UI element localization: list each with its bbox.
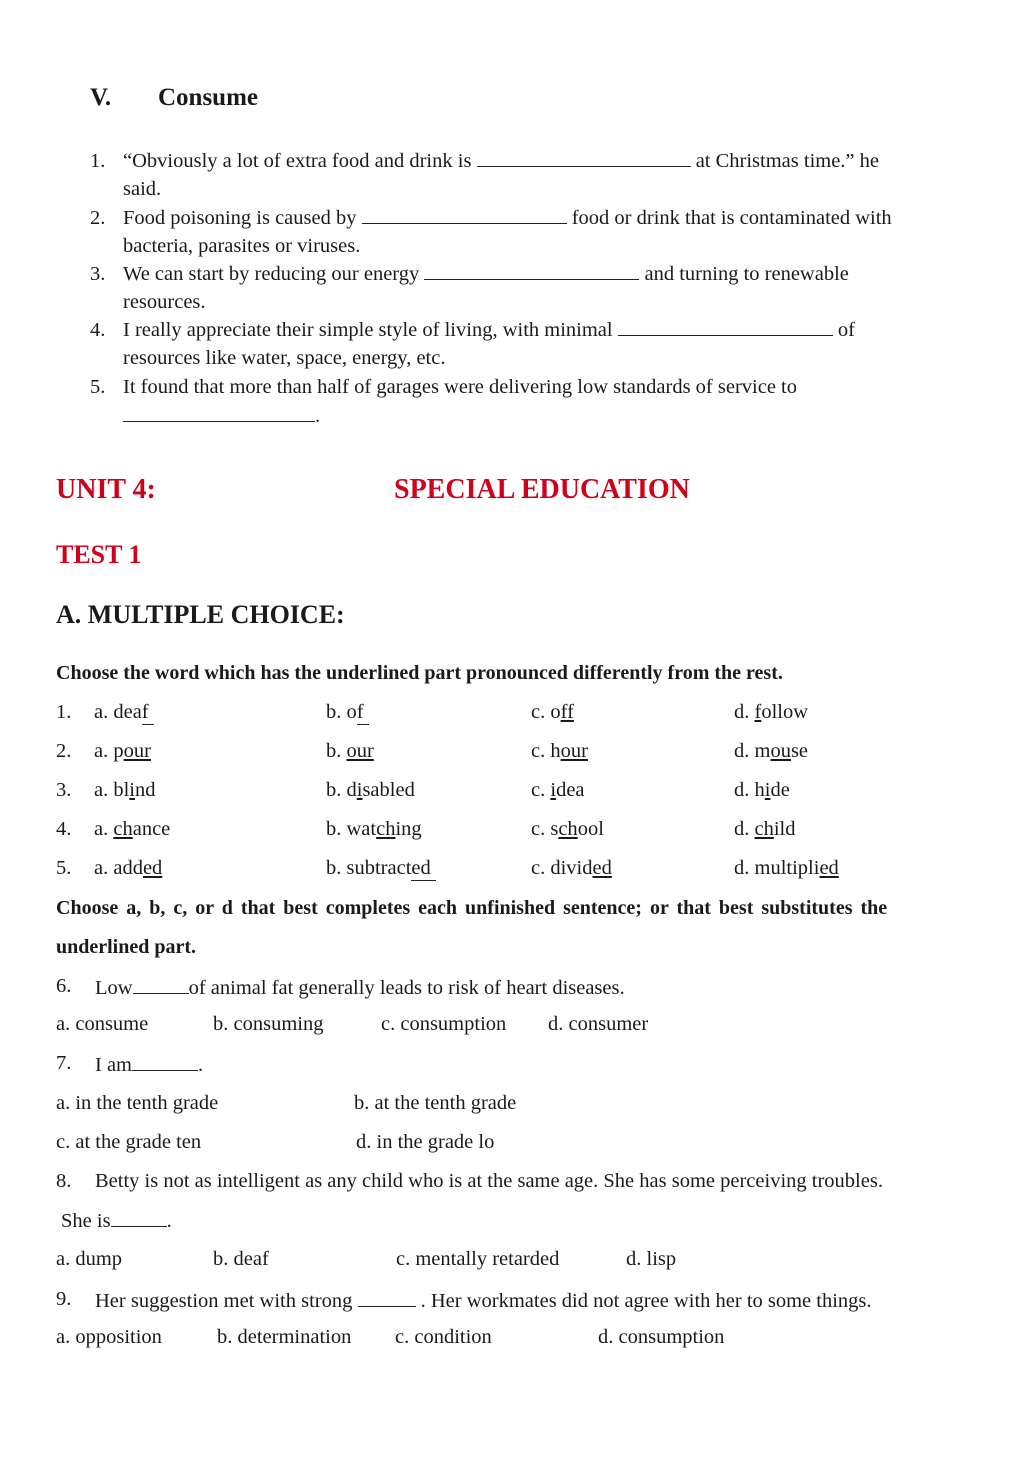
question-text: I am . — [95, 1054, 204, 1076]
option-d[interactable]: d. multiplied — [734, 857, 839, 879]
question-number: 4. — [56, 818, 72, 840]
option-d[interactable]: d. in the grade lo — [356, 1131, 495, 1153]
answer-blank[interactable] — [111, 1208, 167, 1227]
question-number: 3. — [56, 779, 72, 801]
answer-blank[interactable] — [618, 317, 833, 336]
option-c[interactable]: c. school — [531, 818, 604, 840]
question-text: Betty is not as intelligent as any child who is at the same age. She has some perceiving troubles. — [95, 1170, 883, 1192]
question-number: 1. — [56, 701, 72, 723]
answer-blank[interactable] — [123, 403, 315, 422]
question-text: Her suggestion met with strong . Her workmates did not agree with her to some things. — [95, 1290, 872, 1312]
option-c[interactable]: c. off — [531, 701, 574, 723]
item-continuation: resources like water, space, energy, etc. — [123, 347, 446, 369]
question-number: 8. — [56, 1170, 72, 1192]
option-c[interactable]: c. idea — [531, 779, 585, 801]
item-number: 2. — [90, 207, 106, 229]
option-d[interactable]: d. consumption — [598, 1326, 725, 1348]
option-a[interactable]: a. pour — [94, 740, 151, 762]
item-number: 5. — [90, 376, 106, 398]
item-continuation: resources. — [123, 291, 206, 313]
item-text: Food poisoning is caused by food or drink that is contaminated with — [123, 207, 892, 229]
option-a[interactable]: a. deaf — [94, 701, 154, 723]
item-continuation: bacteria, parasites or viruses. — [123, 235, 361, 257]
option-b[interactable]: b. at the tenth grade — [354, 1092, 517, 1114]
option-a[interactable]: a. blind — [94, 779, 156, 801]
option-c[interactable]: c. at the grade ten — [56, 1131, 202, 1153]
answer-blank[interactable] — [133, 975, 189, 994]
instruction-completion-cont: underlined part. — [56, 936, 197, 958]
option-b[interactable]: b. deaf — [213, 1248, 269, 1270]
option-b[interactable]: b. determination — [217, 1326, 352, 1348]
question-number: 5. — [56, 857, 72, 879]
item-text: “Obviously a lot of extra food and drink is at Christmas time.” he — [123, 150, 880, 172]
option-a[interactable]: a. dump — [56, 1248, 123, 1270]
item-number: 3. — [90, 263, 106, 285]
item-number: 4. — [90, 319, 106, 341]
question-text: Low of animal fat generally leads to risk of heart diseases. — [95, 977, 625, 999]
part-heading: A. MULTIPLE CHOICE: — [56, 600, 345, 629]
instruction-completion: Choose a, b, c, or d that best completes each unfinished sentence; or that best substitutes the — [56, 897, 888, 919]
answer-blank[interactable] — [424, 261, 639, 280]
question-continuation: She is . — [61, 1210, 172, 1232]
option-c[interactable]: c. mentally retarded — [396, 1248, 560, 1270]
option-b[interactable]: b. subtracted — [326, 857, 436, 879]
test-label: TEST 1 — [56, 540, 142, 569]
option-d[interactable]: d. consumer — [548, 1013, 649, 1035]
option-a[interactable]: a. added — [94, 857, 163, 879]
question-number: 2. — [56, 740, 72, 762]
answer-blank[interactable] — [362, 205, 567, 224]
item-continuation: said. — [123, 178, 162, 200]
question-number: 9. — [56, 1288, 72, 1310]
question-number: 7. — [56, 1052, 72, 1074]
question-number: 6. — [56, 975, 72, 997]
answer-blank[interactable] — [477, 148, 691, 167]
item-text: It found that more than half of garages were delivering low standards of service to — [123, 376, 797, 398]
option-b[interactable]: b. consuming — [213, 1013, 324, 1035]
answer-blank[interactable] — [132, 1052, 198, 1071]
option-a[interactable]: a. in the tenth grade — [56, 1092, 219, 1114]
unit-title: SPECIAL EDUCATION — [394, 474, 690, 505]
option-c[interactable]: c. hour — [531, 740, 588, 762]
option-a[interactable]: a. opposition — [56, 1326, 162, 1348]
option-a[interactable]: a. chance — [94, 818, 171, 840]
item-number: 1. — [90, 150, 106, 172]
option-c[interactable]: c. divided — [531, 857, 612, 879]
option-d[interactable]: d. mouse — [734, 740, 809, 762]
section-numeral: V. — [90, 84, 112, 111]
option-c[interactable]: c. consumption — [381, 1013, 507, 1035]
option-a[interactable]: a. consume — [56, 1013, 149, 1035]
option-b[interactable]: b. of — [326, 701, 369, 723]
option-d[interactable]: d. child — [734, 818, 796, 840]
item-text: We can start by reducing our energy and turning to renewable — [123, 263, 849, 285]
instruction-pronunciation: Choose the word which has the underlined part pronounced differently from the rest. — [56, 662, 783, 684]
section-title: Consume — [158, 84, 259, 111]
option-d[interactable]: d. lisp — [626, 1248, 677, 1270]
item-text: I really appreciate their simple style of living, with minimal of — [123, 319, 855, 341]
option-d[interactable]: d. follow — [734, 701, 809, 723]
answer-blank[interactable] — [358, 1288, 416, 1307]
option-b[interactable]: b. disabled — [326, 779, 415, 801]
item-continuation: . — [123, 402, 320, 430]
unit-label: UNIT 4: — [56, 474, 156, 505]
option-c[interactable]: c. condition — [395, 1326, 492, 1348]
option-d[interactable]: d. hide — [734, 779, 790, 801]
option-b[interactable]: b. our — [326, 740, 374, 762]
option-b[interactable]: b. watching — [326, 818, 422, 840]
